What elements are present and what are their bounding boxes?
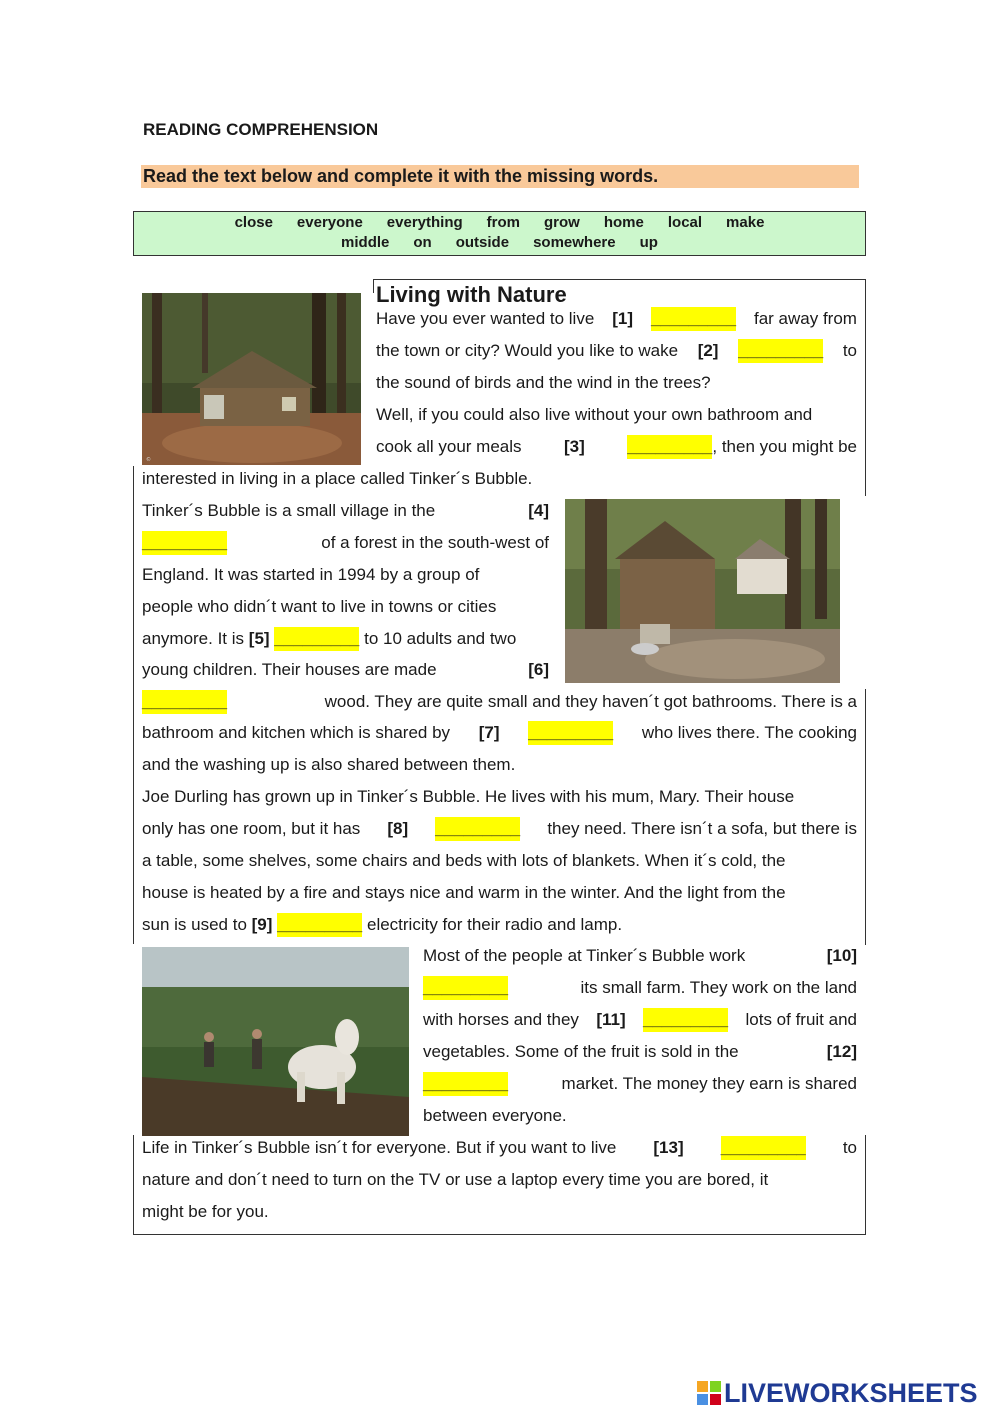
line-text: and the washing up is also shared between them. — [142, 755, 516, 774]
text-line — [423, 1072, 857, 1096]
word-bank-item: grow — [544, 214, 580, 231]
word-bank-item: make — [726, 214, 765, 231]
frame-border — [133, 1135, 134, 1235]
answer-blank-10[interactable]: _________ — [423, 976, 508, 1000]
word-bank-item: from — [486, 214, 520, 231]
text-line — [142, 817, 857, 841]
text-line — [142, 721, 857, 745]
line-text: sun is used to — [142, 915, 247, 934]
text-line — [142, 531, 549, 555]
gap-number: [4] — [528, 501, 549, 520]
text-line — [142, 753, 515, 777]
line-text: to — [842, 341, 857, 360]
answer-blank-1[interactable]: _________ — [651, 307, 736, 331]
story-title: Living with Nature — [376, 282, 567, 307]
frame-border — [865, 279, 866, 496]
word-bank-item: outside — [455, 234, 510, 251]
text-line — [423, 1008, 857, 1032]
word-bank-item: local — [667, 214, 703, 231]
gap-number: [2] — [697, 341, 719, 360]
line-text: the sound of birds and the wind in the trees? — [376, 373, 711, 392]
gap-number: [9] — [251, 915, 273, 934]
line-text: Most of the people at Tinker´s Bubble work — [423, 946, 746, 965]
text-line — [142, 1136, 857, 1160]
answer-blank-4[interactable]: _________ — [142, 531, 227, 555]
answer-blank-2[interactable]: _________ — [738, 339, 823, 363]
line-text: Joe Durling has grown up in Tinker´s Bubble. He lives with his mum, Mary. Their house — [142, 787, 795, 806]
text-line — [376, 339, 857, 363]
photo-forest-cabin — [142, 293, 361, 465]
line-text: , then you might be — [712, 437, 857, 456]
text-line — [376, 371, 711, 395]
text-line — [142, 849, 786, 873]
text-line — [142, 1200, 269, 1224]
word-bank-item: on — [413, 234, 432, 251]
text-line — [376, 435, 857, 459]
line-text: bathroom and kitchen which is shared by — [142, 723, 451, 742]
line-text: England. It was started in 1994 by a group of — [142, 565, 480, 584]
line-text: might be for you. — [142, 1202, 269, 1221]
answer-blank-13[interactable]: _________ — [721, 1136, 806, 1160]
line-text: nature and don´t need to turn on the TV or use a laptop every time you are bored, it — [142, 1170, 769, 1189]
line-text: far away from — [753, 309, 857, 328]
frame-border — [133, 466, 134, 944]
line-text: anymore. It is — [142, 629, 245, 648]
text-line — [142, 467, 532, 491]
line-text: its small farm. They work on the land — [580, 978, 857, 997]
text-line — [423, 1104, 567, 1128]
answer-blank-6[interactable]: _________ — [142, 690, 227, 714]
word-bank-item: home — [603, 214, 644, 231]
worksheet-heading: READING COMPREHENSION — [143, 120, 379, 139]
answer-blank-7[interactable]: _________ — [528, 721, 613, 745]
line-text: vegetables. Some of the fruit is sold in the — [423, 1042, 739, 1061]
line-text: people who didn´t want to live in towns or cities — [142, 597, 497, 616]
line-text: with horses and they — [423, 1010, 579, 1029]
text-line — [142, 627, 516, 651]
line-text: Tinker´s Bubble is a small village in the — [142, 501, 436, 520]
word-bank-item: everything — [386, 214, 463, 231]
brand-name: LIVEWORKSHEETS — [724, 1377, 978, 1408]
word-bank-item: up — [639, 234, 658, 251]
text-line — [423, 944, 857, 968]
text-line — [142, 690, 857, 714]
word-bank-item: close — [234, 214, 273, 231]
answer-blank-5[interactable]: _________ — [274, 627, 359, 651]
answer-blank-3[interactable]: _________ — [627, 435, 712, 459]
word-bank-row-2 — [134, 234, 865, 251]
text-line — [142, 1168, 768, 1192]
frame-border — [865, 1135, 866, 1235]
frame-top-border — [373, 279, 866, 280]
frame-border — [373, 279, 374, 293]
gap-number: [5] — [248, 629, 270, 648]
gap-number: [13] — [653, 1138, 684, 1157]
text-line — [142, 563, 479, 587]
line-text: house is heated by a fire and stays nice and warm in the winter. And the light from the — [142, 883, 786, 902]
line-text: to — [842, 1138, 857, 1157]
line-text: cook all your meals — [376, 437, 522, 456]
text-line — [142, 658, 549, 682]
brand-logo — [697, 1377, 978, 1409]
brand-mark-icon — [697, 1381, 721, 1405]
word-bank-row-1 — [134, 214, 865, 231]
gap-number: [6] — [528, 660, 549, 679]
gap-number: [10] — [826, 946, 857, 965]
line-text: Well, if you could also live without your own bathroom and — [376, 405, 813, 424]
word-bank-item: everyone — [296, 214, 363, 231]
line-text: lots of fruit and — [745, 1010, 857, 1029]
svg-text:©: © — [146, 457, 151, 463]
line-text: the town or city? Would you like to wake — [376, 341, 679, 360]
word-bank-item: middle — [341, 234, 390, 251]
line-text: between everyone. — [423, 1106, 567, 1125]
frame-border — [865, 689, 866, 945]
instruction-banner: Read the text below and complete it with the missing words. — [141, 165, 859, 188]
frame-bottom-border — [133, 1234, 866, 1235]
gap-number: [12] — [826, 1042, 857, 1061]
line-text: interested in living in a place called Tinker´s Bubble. — [142, 469, 533, 488]
word-bank-item: somewhere — [533, 234, 616, 251]
photo-horse-ploughing — [142, 947, 409, 1136]
answer-blank-9[interactable]: _________ — [277, 913, 362, 937]
line-text: they need. There isn´t a sofa, but there is — [547, 819, 857, 838]
line-text: of a forest in the south-west of — [321, 533, 549, 552]
text-line — [376, 403, 812, 427]
gap-number: [11] — [596, 1010, 626, 1029]
line-text: to 10 adults and two — [364, 629, 517, 648]
line-text: Have you ever wanted to live — [376, 309, 595, 328]
text-line — [142, 499, 549, 523]
gap-number: [8] — [387, 819, 409, 838]
text-line — [376, 307, 857, 331]
answer-blank-8[interactable]: _________ — [435, 817, 520, 841]
line-text: market. The money they earn is shared — [561, 1074, 857, 1093]
text-line — [142, 595, 496, 619]
text-line — [142, 881, 786, 905]
line-text: Life in Tinker´s Bubble isn´t for everyone. But if you want to live — [142, 1138, 617, 1157]
text-line — [423, 976, 857, 1000]
line-text: only has one room, but it has — [142, 819, 361, 838]
gap-number: [3] — [564, 437, 585, 456]
line-text: a table, some shelves, some chairs and beds with lots of blankets. When it´s cold, the — [142, 851, 786, 870]
photo-forest-shacks — [565, 499, 840, 683]
answer-blank-11[interactable]: _________ — [643, 1008, 728, 1032]
word-bank — [133, 211, 866, 256]
line-text: electricity for their radio and lamp. — [366, 915, 623, 934]
answer-blank-12[interactable]: _________ — [423, 1072, 508, 1096]
line-text: who lives there. The cooking — [641, 723, 857, 742]
text-line — [142, 785, 794, 809]
gap-number: [1] — [612, 309, 634, 328]
gap-number: [7] — [478, 723, 500, 742]
line-text: young children. Their houses are made — [142, 660, 437, 679]
text-line — [423, 1040, 857, 1064]
text-line — [142, 913, 622, 937]
line-text: wood. They are quite small and they haven´t got bathrooms. There is a — [324, 692, 857, 711]
